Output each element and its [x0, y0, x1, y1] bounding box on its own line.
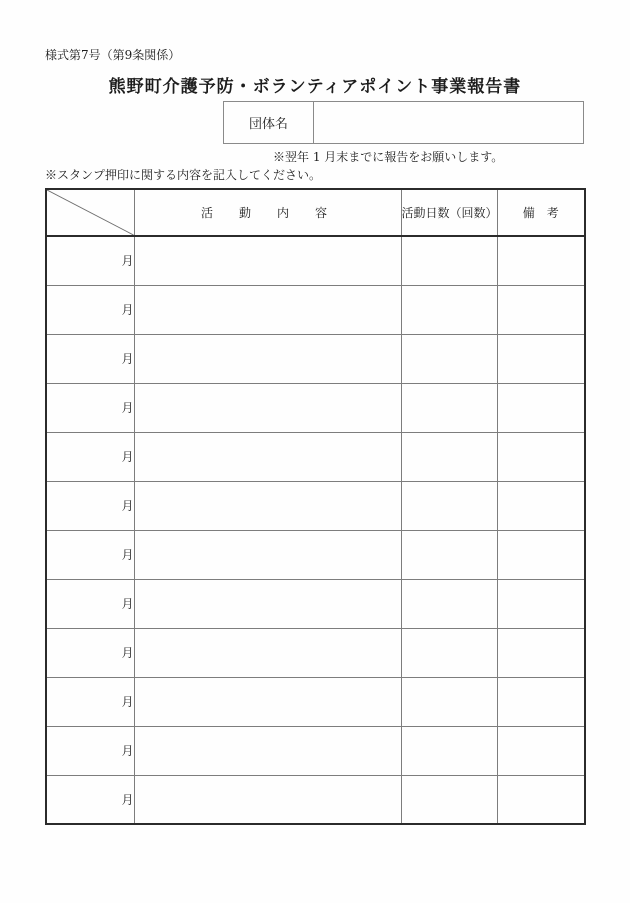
activity-cell[interactable]: [134, 628, 401, 677]
month-cell: 月: [46, 236, 134, 285]
month-cell: 月: [46, 383, 134, 432]
stamp-note: ※スタンプ押印に関する内容を記入してください。: [45, 168, 322, 182]
days-cell[interactable]: [401, 334, 497, 383]
month-cell: 月: [46, 334, 134, 383]
days-cell[interactable]: [401, 236, 497, 285]
form-code: 様式第7号（第9条関係）: [45, 48, 181, 62]
table-row: [46, 432, 585, 481]
days-cell[interactable]: [401, 677, 497, 726]
table-row: [46, 530, 585, 579]
activity-cell[interactable]: [134, 677, 401, 726]
page-title: 熊野町介護予防・ボランティアポイント事業報告書: [108, 77, 522, 97]
days-cell[interactable]: [401, 285, 497, 334]
header-activity-days: 活動日数（回数）: [401, 189, 497, 236]
month-cell: 月: [46, 726, 134, 775]
days-cell[interactable]: [401, 726, 497, 775]
days-cell[interactable]: [401, 775, 497, 824]
table-row: [46, 481, 585, 530]
remarks-cell[interactable]: [497, 334, 585, 383]
remarks-cell[interactable]: [497, 481, 585, 530]
activity-cell[interactable]: [134, 285, 401, 334]
days-cell[interactable]: [401, 530, 497, 579]
remarks-cell[interactable]: [497, 432, 585, 481]
month-cell: 月: [46, 579, 134, 628]
table-row: [46, 383, 585, 432]
organization-name-box: [223, 101, 584, 144]
activity-report-table: [45, 188, 586, 825]
table-header-row: [46, 189, 585, 236]
header-remarks: 備 考: [497, 189, 585, 236]
diagonal-header-cell: [46, 189, 134, 236]
month-cell: 月: [46, 775, 134, 824]
days-cell[interactable]: [401, 383, 497, 432]
activity-cell[interactable]: [134, 481, 401, 530]
remarks-cell[interactable]: [497, 383, 585, 432]
table-row: [46, 579, 585, 628]
remarks-cell[interactable]: [497, 285, 585, 334]
month-cell: 月: [46, 677, 134, 726]
activity-cell[interactable]: [134, 579, 401, 628]
remarks-cell[interactable]: [497, 677, 585, 726]
remarks-cell[interactable]: [497, 236, 585, 285]
table-row: [46, 726, 585, 775]
activity-cell[interactable]: [134, 334, 401, 383]
days-cell[interactable]: [401, 628, 497, 677]
month-cell: 月: [46, 628, 134, 677]
table-row: [46, 285, 585, 334]
activity-cell[interactable]: [134, 236, 401, 285]
days-cell[interactable]: [401, 579, 497, 628]
diagonal-line: [47, 190, 134, 235]
activity-cell[interactable]: [134, 726, 401, 775]
month-cell: 月: [46, 285, 134, 334]
remarks-cell[interactable]: [497, 726, 585, 775]
activity-cell[interactable]: [134, 530, 401, 579]
activity-cell[interactable]: [134, 775, 401, 824]
organization-name-label: 団体名: [224, 102, 314, 143]
days-cell[interactable]: [401, 432, 497, 481]
remarks-cell[interactable]: [497, 628, 585, 677]
table-row: [46, 677, 585, 726]
activity-cell[interactable]: [134, 432, 401, 481]
organization-name-field[interactable]: [314, 102, 583, 143]
days-cell[interactable]: [401, 481, 497, 530]
table-row: [46, 334, 585, 383]
header-activity: 活 動 内 容: [134, 189, 401, 236]
table-row: [46, 236, 585, 285]
activity-cell[interactable]: [134, 383, 401, 432]
month-cell: 月: [46, 530, 134, 579]
remarks-cell[interactable]: [497, 579, 585, 628]
deadline-note: ※翌年 1 月末までに報告をお願いします。: [273, 150, 504, 164]
table-row: [46, 628, 585, 677]
remarks-cell[interactable]: [497, 775, 585, 824]
month-cell: 月: [46, 432, 134, 481]
remarks-cell[interactable]: [497, 530, 585, 579]
month-cell: 月: [46, 481, 134, 530]
table-row: [46, 775, 585, 824]
